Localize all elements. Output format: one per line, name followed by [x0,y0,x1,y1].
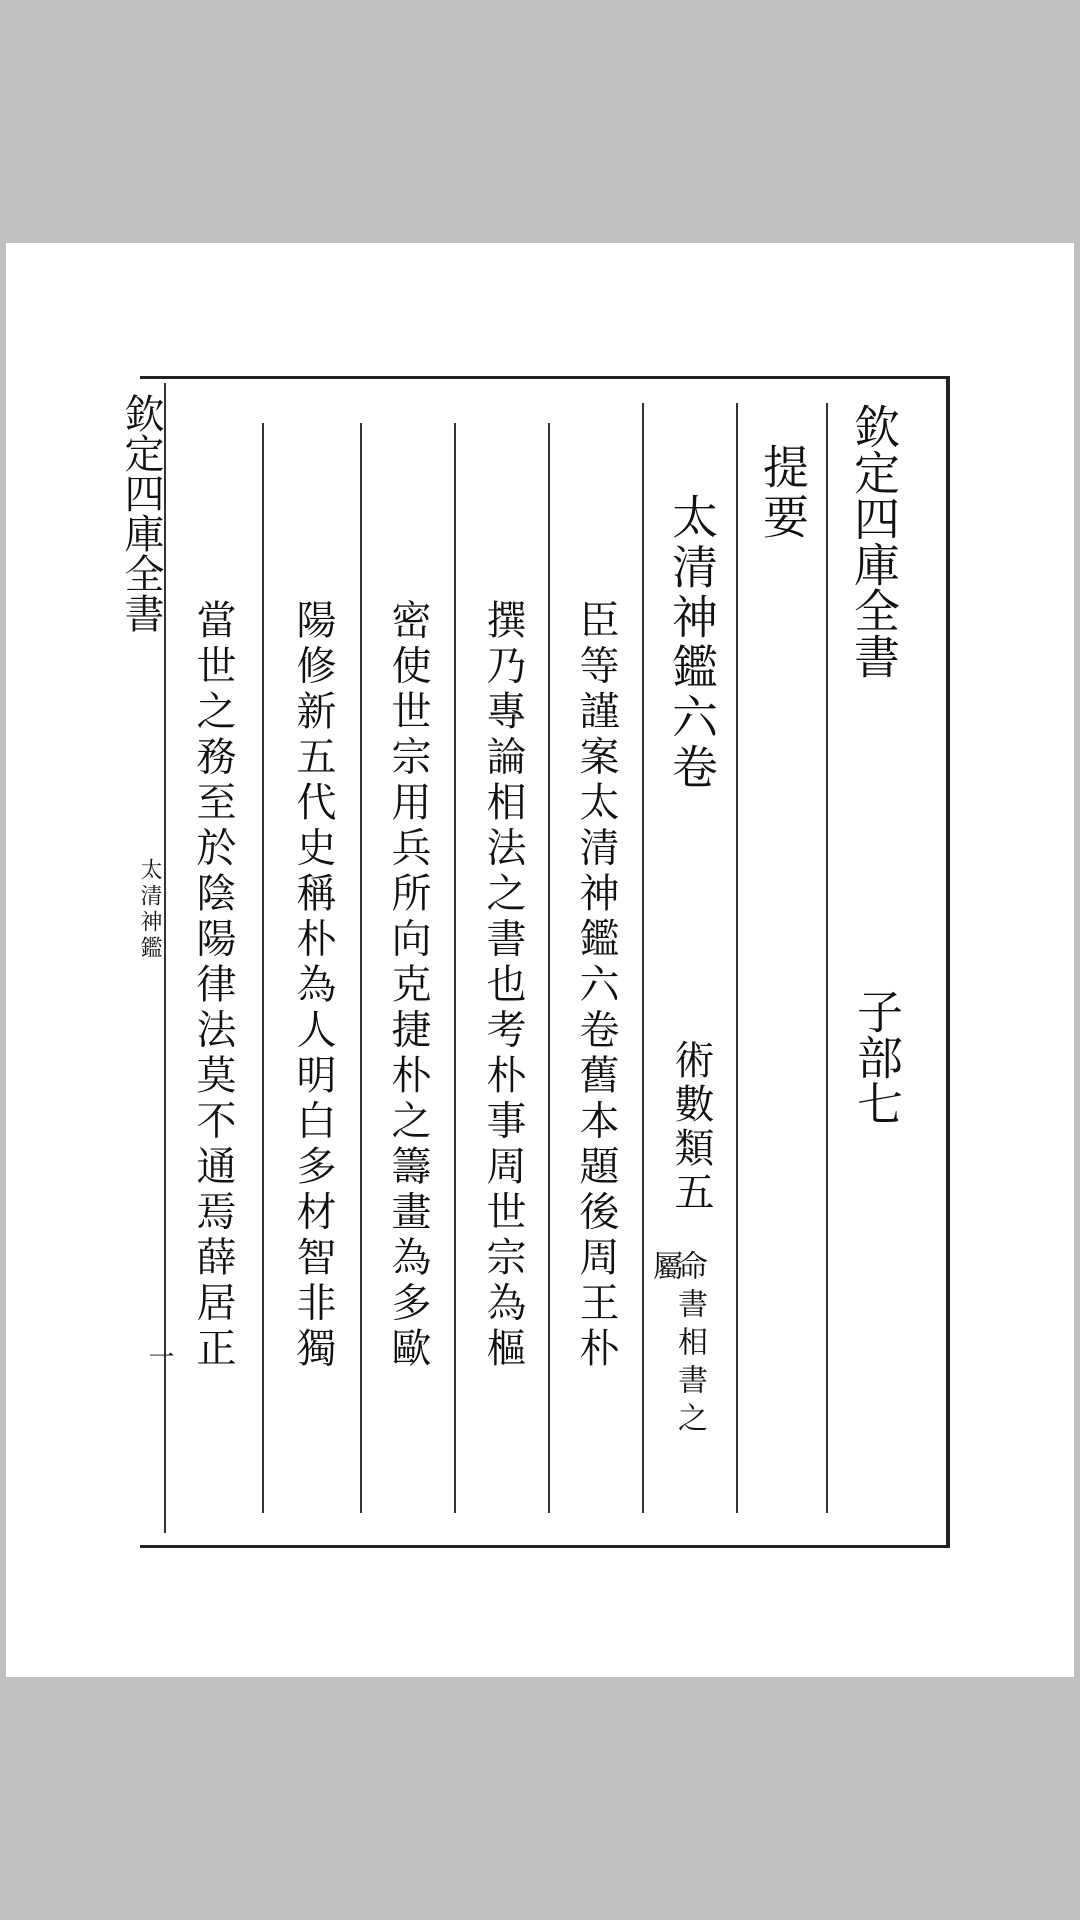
column-rule [642,403,644,1513]
column-rule [826,403,828,1513]
column-rule [360,423,362,1513]
text-column: 密使世宗用兵所向克捷朴之籌畫為多歐 [385,599,431,1373]
category-main: 術數類五 [668,1039,714,1215]
column-rule [262,423,264,1513]
summary-label: 提要 [756,443,810,543]
column-rule [548,423,550,1513]
spine-book-title: 太清神鑑 [137,858,162,962]
book-title: 太清神鑑六卷 [665,493,719,793]
column-rule [736,403,738,1513]
spine-title: 欽定四庫全書 [118,393,164,633]
text-column: 當世之務至於陰陽律法莫不通焉薛居正 [190,599,236,1373]
column-rule [454,423,456,1513]
collection-title: 欽定四庫全書 [847,403,901,679]
text-column: 陽修新五代史稱朴為人明白多材智非獨 [290,599,336,1373]
page-number: 一 [144,1343,174,1371]
section-label: 子部七 [850,988,904,1126]
text-column: 臣等謹案太清神鑑六卷舊本題後周王朴 [573,599,619,1373]
text-column: 撰乃專論相法之書也考朴事周世宗為樞 [480,599,526,1373]
category-note: 屬 [647,1250,682,1288]
document-page [6,243,1074,1677]
category-note: 命書相書之 [672,1250,707,1440]
